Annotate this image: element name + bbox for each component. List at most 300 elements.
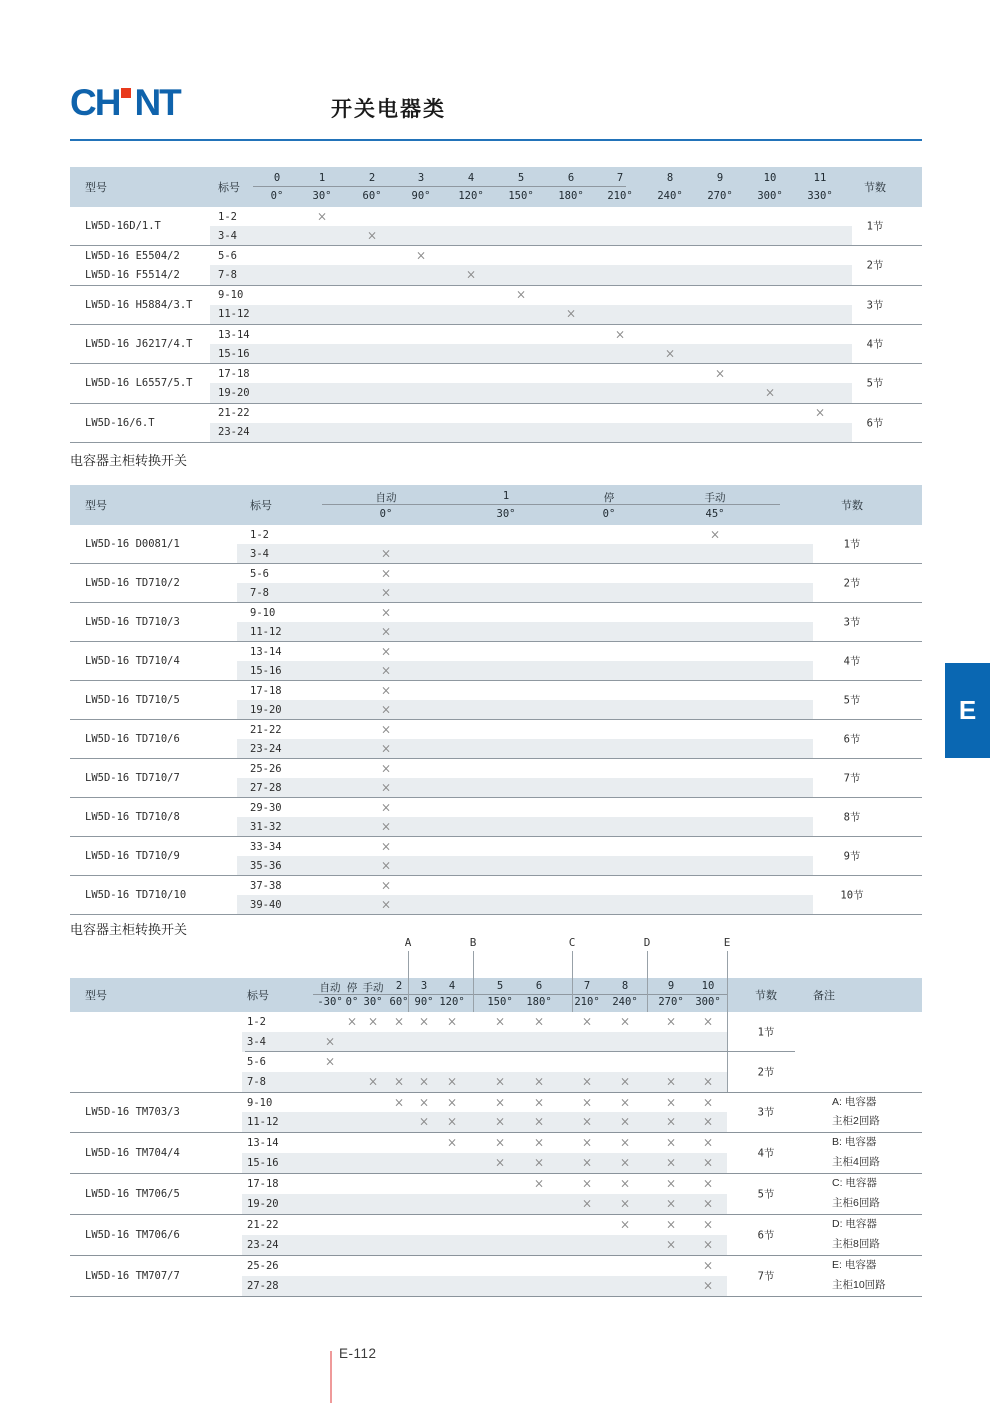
row-group xyxy=(70,759,922,798)
row-group xyxy=(70,1093,922,1134)
x-mark: × xyxy=(494,1014,506,1029)
mark-cell: 29-30 xyxy=(250,801,282,814)
table-body xyxy=(70,207,922,443)
mark-cell: 15-16 xyxy=(218,347,250,360)
x-mark: × xyxy=(702,1278,714,1293)
x-mark: × xyxy=(324,1034,336,1049)
remark-line: 主柜8回路 xyxy=(832,1237,880,1250)
guide-letter: D xyxy=(643,936,651,949)
x-mark: × xyxy=(619,1094,631,1109)
x-mark: × xyxy=(709,526,721,541)
mark-cell: 35-36 xyxy=(250,859,282,872)
row-group xyxy=(70,404,922,443)
side-tab-label: E xyxy=(958,695,977,725)
table-row xyxy=(70,544,922,563)
row-shading xyxy=(237,778,813,797)
row-group xyxy=(70,364,922,403)
header-divider xyxy=(70,139,922,141)
guide-letter: E xyxy=(723,936,731,949)
position-label: 11 xyxy=(813,172,827,184)
x-mark: × xyxy=(380,760,392,775)
row-group xyxy=(70,681,922,720)
table-row xyxy=(70,1052,922,1072)
mark-cell: 23-24 xyxy=(250,742,282,755)
mark-cell: 25-26 xyxy=(247,1259,279,1272)
table-header xyxy=(70,978,922,1012)
side-tab-e xyxy=(945,663,990,758)
x-mark: × xyxy=(702,1258,714,1273)
angle-label: 30° xyxy=(496,508,516,520)
mark-cell: 25-26 xyxy=(250,762,282,775)
table-row xyxy=(70,681,922,700)
row-group xyxy=(70,798,922,837)
x-mark: × xyxy=(619,1114,631,1129)
page-title: 开关电器类 xyxy=(331,98,446,121)
mark-cell: 39-40 xyxy=(250,898,282,911)
x-mark: × xyxy=(380,896,392,911)
mark-cell: 23-24 xyxy=(218,426,250,439)
mark-cell: 11-12 xyxy=(218,308,250,321)
row-shading xyxy=(237,583,813,602)
x-mark: × xyxy=(367,1074,379,1089)
table-row xyxy=(70,1215,922,1235)
row-group xyxy=(70,837,922,876)
row-shading xyxy=(210,226,852,245)
row-shading xyxy=(237,817,813,836)
position-label: 8 xyxy=(666,172,674,184)
row-shading xyxy=(242,1112,727,1132)
x-mark: × xyxy=(814,405,826,420)
mark-cell: 19-20 xyxy=(250,703,282,716)
sections-cell: 4节 xyxy=(843,655,861,668)
table-row xyxy=(70,1012,922,1032)
x-mark: × xyxy=(366,228,378,243)
table-row xyxy=(70,226,922,245)
row-group xyxy=(70,1174,922,1215)
mark-cell: 13-14 xyxy=(250,645,282,658)
model-cell: LW5D-16 TM706/5 xyxy=(85,1188,180,1201)
remark-line: 主柜4回路 xyxy=(832,1156,880,1169)
guide-letter: B xyxy=(469,936,477,949)
model-cell: LW5D-16/6.T xyxy=(85,416,155,429)
x-mark: × xyxy=(581,1135,593,1150)
row-shading xyxy=(237,544,813,563)
model-cell: LW5D-16 TD710/6 xyxy=(85,733,180,745)
position-label: 2 xyxy=(368,172,376,184)
position-label: 8 xyxy=(621,980,629,992)
angle-label: 270° xyxy=(707,190,733,202)
mark-cell: 15-16 xyxy=(250,664,282,677)
row-group xyxy=(70,1012,922,1052)
x-mark: × xyxy=(380,779,392,794)
sections-cell: 7节 xyxy=(843,772,861,785)
remark-line: E: 电容器 xyxy=(832,1258,877,1271)
x-mark: × xyxy=(664,346,676,361)
angle-label: 30° xyxy=(363,996,383,1008)
row-group xyxy=(70,720,922,759)
remark-line: 主柜2回路 xyxy=(832,1115,880,1128)
x-mark: × xyxy=(446,1114,458,1129)
table-header xyxy=(70,167,922,207)
model-cell: LW5D-16 E5504/2 xyxy=(85,249,180,262)
table-row xyxy=(70,622,922,641)
x-mark: × xyxy=(702,1155,714,1170)
position-label: 停 xyxy=(346,982,358,994)
mark-cell: 5-6 xyxy=(247,1055,266,1068)
x-mark: × xyxy=(619,1155,631,1170)
row-group xyxy=(70,1215,922,1256)
position-label: 1 xyxy=(318,172,326,184)
x-mark: × xyxy=(702,1094,714,1109)
x-mark: × xyxy=(380,838,392,853)
x-mark: × xyxy=(418,1094,430,1109)
angle-label: 90° xyxy=(411,190,431,202)
mark-cell: 27-28 xyxy=(247,1279,279,1292)
col-header-model: 型号 xyxy=(85,182,107,194)
x-mark: × xyxy=(581,1176,593,1191)
position-label: 自动 xyxy=(375,492,397,504)
table-row xyxy=(70,1235,922,1255)
x-mark: × xyxy=(665,1155,677,1170)
sections-cell: 4节 xyxy=(866,338,884,351)
angle-label: 300° xyxy=(695,996,721,1008)
sections-cell: 9节 xyxy=(843,850,861,863)
mark-cell: 33-34 xyxy=(250,840,282,853)
table-row xyxy=(70,798,922,817)
x-mark: × xyxy=(614,327,626,342)
mark-cell: 21-22 xyxy=(247,1218,279,1231)
row-group xyxy=(70,286,922,325)
angle-label: 270° xyxy=(658,996,684,1008)
position-label: 9 xyxy=(716,172,724,184)
header-underline xyxy=(322,504,780,505)
position-label: 7 xyxy=(616,172,624,184)
x-mark: × xyxy=(346,1014,358,1029)
model-cell: LW5D-16 TD710/7 xyxy=(85,772,180,784)
mark-cell: 7-8 xyxy=(218,269,237,282)
x-mark: × xyxy=(581,1114,593,1129)
model-cell: LW5D-16 TD710/4 xyxy=(85,655,180,667)
x-mark: × xyxy=(619,1176,631,1191)
mark-cell: 31-32 xyxy=(250,820,282,833)
table-row xyxy=(70,1153,922,1173)
x-mark: × xyxy=(619,1196,631,1211)
mark-cell: 9-10 xyxy=(247,1096,273,1109)
table-row xyxy=(70,525,922,544)
table-body xyxy=(70,525,922,915)
col-header-mark: 标号 xyxy=(250,500,272,512)
guide-line xyxy=(727,951,728,1012)
x-mark: × xyxy=(494,1135,506,1150)
x-mark: × xyxy=(380,682,392,697)
x-mark: × xyxy=(380,740,392,755)
x-mark: × xyxy=(665,1014,677,1029)
table-row xyxy=(70,564,922,583)
x-mark: × xyxy=(533,1176,545,1191)
remark-line: C: 电容器 xyxy=(832,1177,877,1190)
x-mark: × xyxy=(665,1135,677,1150)
mark-cell: 5-6 xyxy=(250,567,269,580)
model-cell: LW5D-16 J6217/4.T xyxy=(85,338,193,351)
table-row xyxy=(70,1256,922,1276)
x-mark: × xyxy=(393,1014,405,1029)
table-row xyxy=(70,642,922,661)
row-shading xyxy=(210,344,852,363)
position-label: 0 xyxy=(273,172,281,184)
x-mark: × xyxy=(714,366,726,381)
table-row xyxy=(70,720,922,739)
x-mark: × xyxy=(702,1114,714,1129)
position-label: 4 xyxy=(448,980,456,992)
table-row xyxy=(70,265,922,284)
model-cell: LW5D-16 D0081/1 xyxy=(85,538,180,550)
mark-cell: 9-10 xyxy=(218,289,244,302)
sections-cell: 1节 xyxy=(757,1026,775,1039)
x-mark: × xyxy=(581,1196,593,1211)
logo-red-dot-icon xyxy=(121,88,131,98)
x-mark: × xyxy=(380,721,392,736)
x-mark: × xyxy=(393,1094,405,1109)
col-header-mark: 标号 xyxy=(218,182,240,194)
table-row xyxy=(70,404,922,423)
guide-line-extension xyxy=(727,1012,728,1092)
mark-cell: 3-4 xyxy=(247,1035,266,1048)
row-shading xyxy=(210,383,852,402)
mark-cell: 3-4 xyxy=(218,229,237,242)
mark-cell: 3-4 xyxy=(250,547,269,560)
page-number: E-112 xyxy=(339,1346,377,1361)
table-row xyxy=(70,423,922,442)
position-label: 4 xyxy=(467,172,475,184)
angle-label: 150° xyxy=(508,190,534,202)
angle-label: 30° xyxy=(312,190,332,202)
x-mark: × xyxy=(380,799,392,814)
x-mark: × xyxy=(380,623,392,638)
mark-cell: 13-14 xyxy=(218,328,250,341)
mark-cell: 7-8 xyxy=(247,1075,266,1088)
position-label: 3 xyxy=(417,172,425,184)
x-mark: × xyxy=(418,1074,430,1089)
model-cell: LW5D-16 TM707/7 xyxy=(85,1269,180,1282)
x-mark: × xyxy=(665,1217,677,1232)
position-label: 6 xyxy=(567,172,575,184)
table-row xyxy=(70,778,922,797)
row-shading xyxy=(242,1032,727,1052)
angle-label: 330° xyxy=(807,190,833,202)
mark-cell: 9-10 xyxy=(250,606,276,619)
row-group xyxy=(70,525,922,564)
sections-cell: 6节 xyxy=(866,417,884,430)
row-group xyxy=(70,1133,922,1174)
remark-line: B: 电容器 xyxy=(832,1136,877,1149)
angle-label: -30° xyxy=(317,996,343,1008)
x-mark: × xyxy=(380,604,392,619)
section-title-capacitor-2: 电容器主柜转换开关 xyxy=(70,922,188,937)
row-shading xyxy=(210,305,852,324)
mark-cell: 21-22 xyxy=(250,723,282,736)
x-mark: × xyxy=(380,565,392,580)
guide-letter: C xyxy=(568,936,576,949)
mark-cell: 5-6 xyxy=(218,249,237,262)
angle-label: 150° xyxy=(487,996,513,1008)
model-cell: LW5D-16 TD710/8 xyxy=(85,811,180,823)
sections-cell: 2节 xyxy=(843,577,861,590)
table-row xyxy=(70,1093,922,1113)
x-mark: × xyxy=(581,1014,593,1029)
sections-cell: 2节 xyxy=(866,259,884,272)
chint-logo xyxy=(70,82,180,124)
x-mark: × xyxy=(619,1135,631,1150)
table-row xyxy=(70,325,922,344)
angle-label: 0° xyxy=(345,996,359,1008)
mark-cell: 11-12 xyxy=(250,625,282,638)
table-row xyxy=(70,739,922,758)
col-header-sections: 节数 xyxy=(755,990,777,1002)
angle-label: 240° xyxy=(657,190,683,202)
x-mark: × xyxy=(619,1217,631,1232)
sections-cell: 7节 xyxy=(757,1270,775,1283)
guide-letter: A xyxy=(404,936,412,949)
position-label: 2 xyxy=(395,980,403,992)
x-mark: × xyxy=(446,1014,458,1029)
model-cell: LW5D-16 TM706/6 xyxy=(85,1228,180,1241)
angle-label: 210° xyxy=(607,190,633,202)
position-label: 9 xyxy=(667,980,675,992)
header-underline xyxy=(253,186,626,187)
x-mark: × xyxy=(702,1135,714,1150)
x-mark: × xyxy=(702,1217,714,1232)
table-row xyxy=(70,661,922,680)
col-header-sections: 节数 xyxy=(841,500,863,512)
sections-cell: 1节 xyxy=(866,220,884,233)
x-mark: × xyxy=(515,287,527,302)
row-group xyxy=(70,1256,922,1297)
table-row xyxy=(70,700,922,719)
row-shading xyxy=(237,622,813,641)
x-mark: × xyxy=(494,1094,506,1109)
row-shading xyxy=(242,1235,727,1255)
guide-line xyxy=(408,951,409,1012)
row-group xyxy=(70,642,922,681)
table-row xyxy=(70,1133,922,1153)
row-shading xyxy=(237,700,813,719)
x-mark: × xyxy=(665,1074,677,1089)
sections-cell: 1节 xyxy=(843,538,861,551)
row-group xyxy=(70,876,922,915)
x-mark: × xyxy=(324,1054,336,1069)
x-mark: × xyxy=(565,306,577,321)
table-row xyxy=(70,895,922,914)
model-cell: LW5D-16 TM704/4 xyxy=(85,1147,180,1160)
x-mark: × xyxy=(665,1114,677,1129)
row-shading xyxy=(242,1276,727,1296)
table-row xyxy=(70,1194,922,1214)
mark-cell: 1-2 xyxy=(250,528,269,541)
col-header-remark: 备注 xyxy=(813,990,835,1002)
remark-line: A: 电容器 xyxy=(832,1095,877,1108)
table-row xyxy=(70,305,922,324)
mark-cell: 17-18 xyxy=(247,1178,279,1191)
x-mark: × xyxy=(581,1074,593,1089)
angle-label: 120° xyxy=(439,996,465,1008)
mark-cell: 21-22 xyxy=(218,407,250,420)
x-mark: × xyxy=(465,267,477,282)
mark-cell: 19-20 xyxy=(247,1198,279,1211)
table-row xyxy=(70,246,922,265)
sections-cell: 4节 xyxy=(757,1147,775,1160)
table-row xyxy=(70,603,922,622)
x-mark: × xyxy=(316,209,328,224)
mark-cell: 7-8 xyxy=(250,586,269,599)
angle-label: 90° xyxy=(414,996,434,1008)
x-mark: × xyxy=(533,1135,545,1150)
guide-line xyxy=(572,951,573,1012)
row-shading xyxy=(242,1153,727,1173)
x-mark: × xyxy=(764,385,776,400)
x-mark: × xyxy=(533,1074,545,1089)
mark-cell: 17-18 xyxy=(250,684,282,697)
angle-label: 210° xyxy=(574,996,600,1008)
model-cell: LW5D-16 TD710/3 xyxy=(85,616,180,628)
position-label: 停 xyxy=(603,492,615,504)
sections-cell: 8节 xyxy=(843,811,861,824)
remark-line: D: 电容器 xyxy=(832,1217,877,1230)
model-cell: LW5D-16D/1.T xyxy=(85,220,161,233)
row-shading xyxy=(242,1194,727,1214)
table-row xyxy=(70,1032,922,1052)
sections-cell: 3节 xyxy=(757,1106,775,1119)
mark-cell: 11-12 xyxy=(247,1116,279,1129)
model-cell: LW5D-16 TD710/5 xyxy=(85,694,180,706)
model-cell: LW5D-16 L6557/5.T xyxy=(85,377,193,390)
footer-red-line xyxy=(330,1351,332,1403)
x-mark: × xyxy=(702,1196,714,1211)
table-capacitor-switch-circuits xyxy=(70,978,922,1297)
position-label: 10 xyxy=(701,980,715,992)
position-label: 3 xyxy=(420,980,428,992)
x-mark: × xyxy=(702,1176,714,1191)
table-row xyxy=(70,759,922,778)
x-mark: × xyxy=(665,1196,677,1211)
mark-cell: 1-2 xyxy=(218,210,237,223)
remark-line: 主柜6回路 xyxy=(832,1197,880,1210)
mark-cell: 37-38 xyxy=(250,879,282,892)
mark-cell: 13-14 xyxy=(247,1137,279,1150)
x-mark: × xyxy=(418,1114,430,1129)
angle-label: 0° xyxy=(379,508,393,520)
table-row xyxy=(70,1174,922,1194)
position-label: 5 xyxy=(517,172,525,184)
sections-cell: 6节 xyxy=(843,733,861,746)
row-shading xyxy=(237,739,813,758)
x-mark: × xyxy=(533,1094,545,1109)
x-mark: × xyxy=(380,545,392,560)
x-mark: × xyxy=(446,1074,458,1089)
angle-label: 0° xyxy=(270,190,284,202)
x-mark: × xyxy=(418,1014,430,1029)
table-row xyxy=(70,1112,922,1132)
x-mark: × xyxy=(494,1114,506,1129)
angle-label: 0° xyxy=(602,508,616,520)
row-shading xyxy=(237,661,813,680)
x-mark: × xyxy=(494,1155,506,1170)
model-cell: LW5D-16 TD710/2 xyxy=(85,577,180,589)
row-shading xyxy=(242,1072,727,1092)
row-shading xyxy=(237,895,813,914)
sections-cell: 5节 xyxy=(866,377,884,390)
angle-label: 60° xyxy=(362,190,382,202)
x-mark: × xyxy=(380,643,392,658)
